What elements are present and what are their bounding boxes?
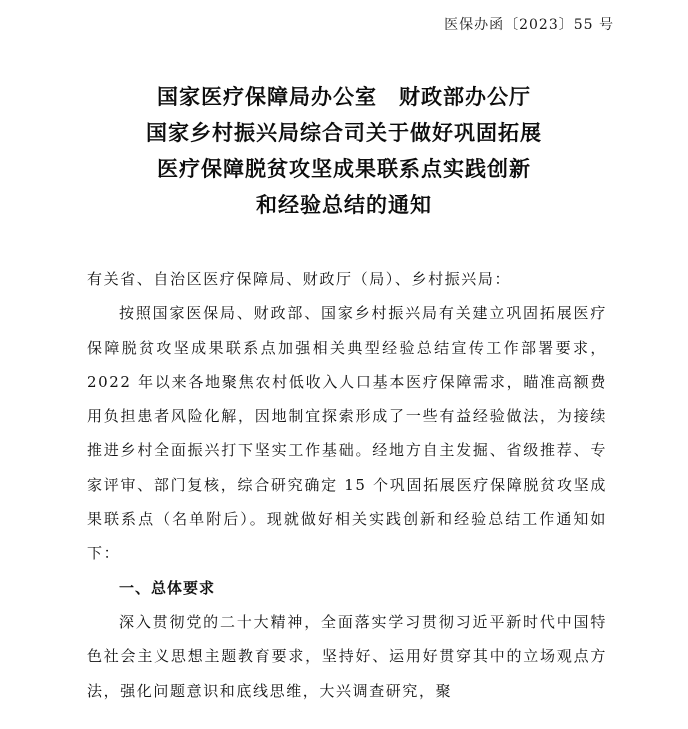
body-paragraph-2: 深入贯彻党的二十大精神，全面落实学习贯彻习近平新时代中国特色社会主义思想主题教育要求，坚持好、运用好贯穿其中的立场观点方法，强化问题意识和底线思维，大兴调查研究，聚 (87, 612, 607, 700)
title-line-4: 和经验总结的通知 (256, 193, 432, 217)
title-line-2: 国家乡村振兴局综合司关于做好巩固拓展 (146, 121, 542, 145)
salutation: 有关省、自治区医疗保障局、财政厅（局）、乡村振兴局： (87, 270, 512, 288)
section-heading-1: 一、总体要求 (119, 578, 216, 597)
title-line-3: 医疗保障脱贫攻坚成果联系点实践创新 (157, 157, 531, 181)
body-paragraph-1: 按照国家医保局、财政部、国家乡村振兴局有关建立巩固拓展医疗保障脱贫攻坚成果联系点加强相关典型经验总结宣传工作部署要求，2022 年以来各地聚焦农村低收入人口基本医疗保障需求，瞄准高额费用负担患者风险化解，因地制宜探索形成了一些有益经验做法，为接续推进乡村全面振兴打下坚实工作基础。经地方自主发掘、省级推荐、专家评审、部门复核，综合研究确定 15 个巩固拓展医疗保障脱贫攻坚成果联系点（名单附后）。现就做好相关实践创新和经验总结工作通知如下： (87, 304, 607, 563)
document-title (0, 79, 688, 223)
document-body (87, 262, 607, 708)
title-line-1: 国家医疗保障局办公室 财政部办公厅 (157, 85, 531, 109)
document-number: 医保办函〔2023〕55 号 (444, 17, 614, 33)
